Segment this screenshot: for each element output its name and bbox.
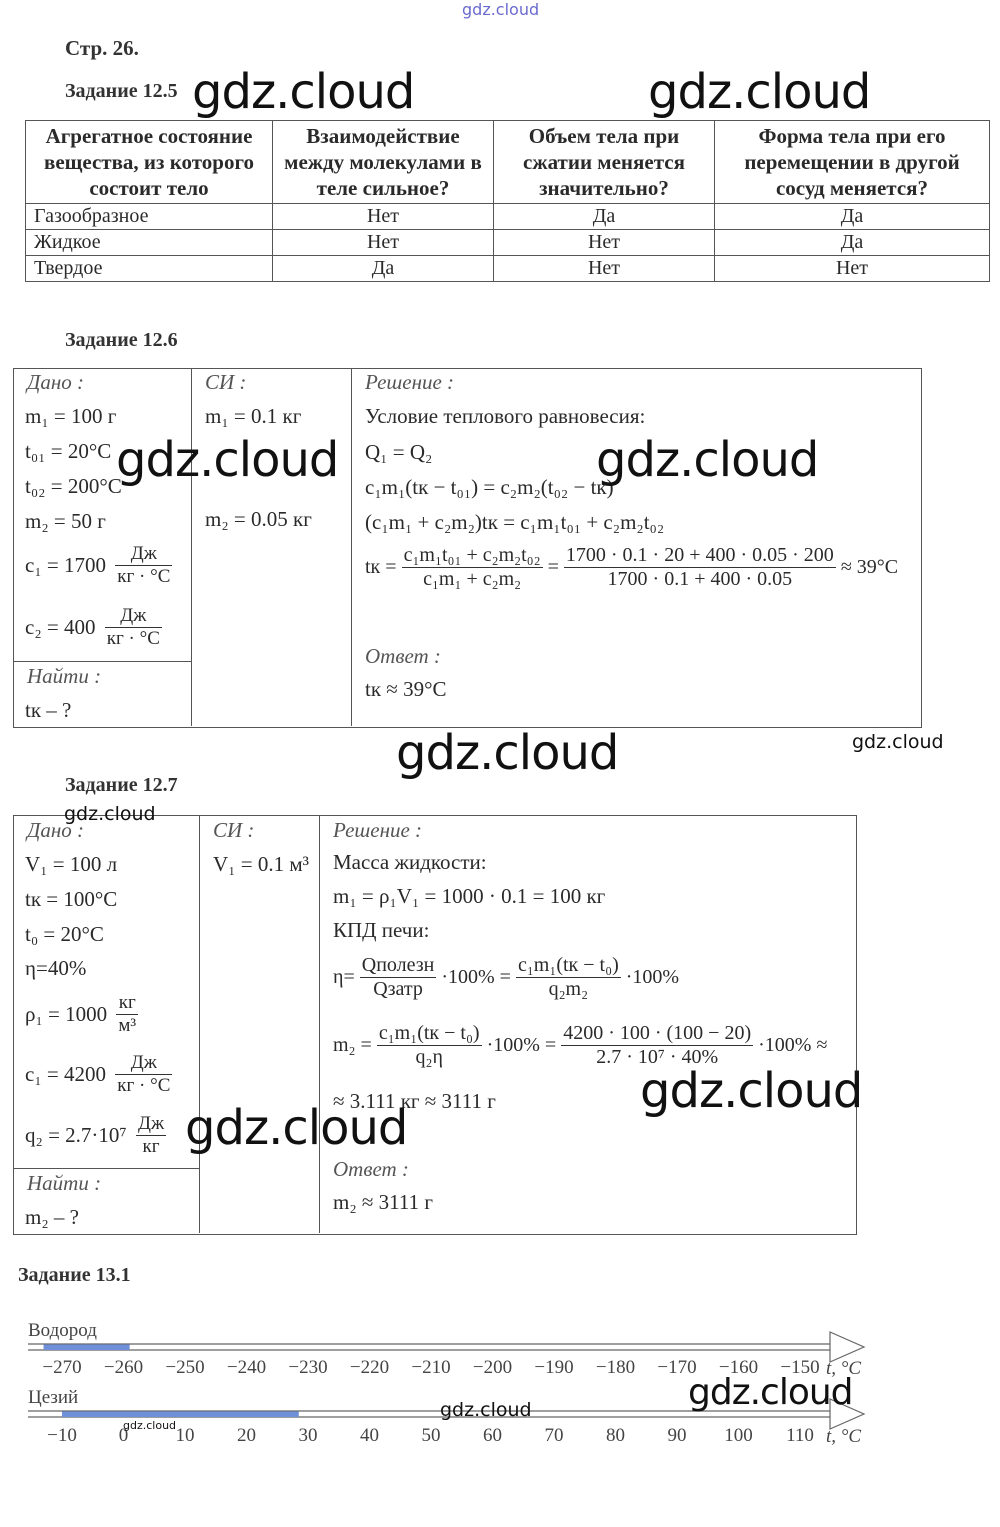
answer-value: tк ≈ 39°C (365, 677, 447, 701)
equation: ≈ 3.111 кг ≈ 3111 г (333, 1089, 496, 1113)
given-value: c₂ = 400 $\frac{Дж}{кг \cdot ^\circ C}$ (25, 605, 160, 649)
task-13-1-title: Задание 13.1 (18, 1264, 131, 1286)
tick-label: 90 (667, 1425, 687, 1446)
tick-label: −230 (288, 1357, 328, 1378)
watermark: gdz.cloud (64, 803, 156, 825)
tick-label: −200 (472, 1357, 513, 1378)
top-watermark: gdz.cloud (462, 0, 540, 19)
watermark: gdz.cloud (648, 64, 871, 120)
axis-label: t, °C (826, 1426, 862, 1447)
equation-fraction: η= $\frac{\text{Qполезн}}{\text{Qзатр}}$ ·100% = $\frac{\text{c₁m₁(tк − t₀)}}{\text{q₂m₂}}$ ·100% (333, 954, 680, 1000)
given-label: Дано : (27, 370, 85, 394)
given-value: c₁ = 4200 $\frac{Дж}{кг \cdot ^\circ C}$ (25, 1052, 171, 1096)
table-cell: Газообразное (26, 204, 273, 230)
table-cell: Да (715, 204, 990, 230)
table-cell: Жидкое (26, 230, 273, 256)
answer-label: Ответ : (365, 644, 441, 668)
table-cell: Да (715, 230, 990, 256)
table-cell: Нет (715, 256, 990, 282)
tick-label: −270 (42, 1357, 82, 1378)
divider (319, 815, 320, 1233)
tick-label: 100 (724, 1425, 753, 1446)
given-value: V₁ = 100 л (25, 852, 118, 876)
table-cell: Твердое (26, 256, 273, 282)
tick-label: 30 (298, 1425, 318, 1446)
table-header: Взаимодействие между молекулами в теле сильное? (273, 121, 494, 204)
watermark: gdz.cloud (192, 64, 415, 120)
find-value: tк – ? (25, 698, 72, 722)
watermark: gdz.cloud (396, 725, 619, 781)
table-row (26, 230, 990, 256)
mass-label: Масса жидкости: (333, 850, 487, 874)
table-cell: Нет (273, 230, 494, 256)
given-value: η=40% (25, 956, 87, 980)
given-value: t₀₂ = 200°C (25, 474, 122, 498)
state-range-bar (62, 1412, 299, 1418)
task-12-6-title: Задание 12.6 (65, 329, 178, 351)
divider (13, 1168, 199, 1169)
table-row (26, 204, 990, 230)
si-value: V₁ = 0.1 м³ (213, 852, 309, 876)
answer-value: m₂ ≈ 3111 г (333, 1190, 433, 1214)
tick-label: −170 (657, 1357, 697, 1378)
given-value: t₀₁ = 20°C (25, 439, 112, 463)
divider (191, 368, 192, 726)
given-value: tк = 100°C (25, 887, 118, 911)
given-value: q₂ = 2.7·10⁷ $\frac{Дж}{кг}$ (25, 1113, 165, 1157)
equation: (c₁m₁ + c₂m₂)tк = c₁m₁t₀₁ + c₂m₂t₀₂ (365, 510, 665, 534)
tick-label: 40 (360, 1425, 379, 1446)
si-label: СИ : (213, 818, 255, 842)
table-header: Агрегатное состояние вещества, из которого состоит тело (26, 121, 273, 204)
watermark: gdz.cloud (852, 731, 944, 753)
si-label: СИ : (205, 370, 247, 394)
find-label: Найти : (27, 664, 102, 688)
watermark: gdz.cloud (640, 1063, 863, 1119)
given-value: m₁ = 100 г (25, 404, 117, 428)
tick-label: −160 (718, 1357, 759, 1378)
equation: c₁m₁(tк − t₀₁) = c₂m₂(t₀₂ − tк) (365, 475, 614, 499)
hydrogen-label: Водород (28, 1320, 97, 1341)
cesium-label: Цезий (28, 1387, 79, 1408)
find-label: Найти : (27, 1171, 102, 1195)
tick-label: −10 (47, 1425, 77, 1446)
tick-label: −250 (165, 1357, 205, 1378)
watermark: gdz.cloud (116, 432, 339, 488)
answer-label: Ответ : (333, 1157, 409, 1181)
watermark: gdz.cloud (596, 432, 819, 488)
given-label: Дано : (27, 818, 85, 842)
table-cell: Нет (273, 204, 494, 230)
si-value: m₁ = 0.1 кг (205, 404, 302, 428)
watermark: gdz.cloud (185, 1100, 408, 1156)
page-label: Стр. 26. (65, 36, 139, 60)
table-header: Форма тела при его перемещении в другой сосуд меняется? (715, 121, 990, 204)
tick-label: 10 (175, 1425, 195, 1446)
table-header: Объем тела при сжатии меняется значительно? (494, 121, 715, 204)
si-value: m₂ = 0.05 кг (205, 507, 312, 531)
equation: m₁ = ρ₁V₁ = 1000 · 0.1 = 100 кг (333, 884, 606, 908)
table-cell: Нет (494, 256, 715, 282)
table-row (26, 256, 990, 282)
tick-label: −190 (534, 1357, 574, 1378)
tick-label: 50 (421, 1425, 441, 1446)
task-12-5-table (25, 120, 990, 282)
task-12-7-title: Задание 12.7 (65, 774, 178, 796)
tick-label: 20 (237, 1425, 256, 1446)
tick-label: −210 (411, 1357, 451, 1378)
solution-label: Решение : (365, 370, 455, 394)
table-cell: Да (273, 256, 494, 282)
state-range-bar (44, 1345, 130, 1351)
tick-label: −220 (349, 1357, 390, 1378)
table-cell: Нет (494, 230, 715, 256)
watermark: gdz.cloud (688, 1372, 853, 1413)
divider (13, 661, 191, 662)
divider (199, 815, 200, 1233)
tick-label: −180 (595, 1357, 636, 1378)
task-12-5-title: Задание 12.5 (65, 80, 178, 102)
watermark: gdz.cloud (440, 1399, 532, 1421)
given-value: c₁ = 1700 $\frac{Дж}{кг \cdot ^\circ C}$ (25, 543, 171, 587)
table-cell: Да (494, 204, 715, 230)
given-value: m₂ = 50 г (25, 509, 106, 533)
tick-label: 110 (786, 1425, 814, 1446)
axis-label: t, °C (826, 1358, 862, 1379)
tick-label: −150 (780, 1357, 820, 1378)
tick-label: −240 (226, 1357, 267, 1378)
tick-label: 0 (118, 1425, 129, 1446)
watermark: gdz.cloud (123, 1419, 177, 1432)
solution-label: Решение : (333, 818, 423, 842)
given-value: t₀ = 20°C (25, 922, 104, 946)
equation: Q₁ = Q₂ (365, 440, 433, 464)
tick-label: 60 (483, 1425, 502, 1446)
condition-text: Условие теплового равновесия: (365, 404, 646, 428)
kpd-label: КПД печи: (333, 918, 430, 942)
tick-label: −260 (103, 1357, 144, 1378)
find-value: m₂ – ? (25, 1205, 79, 1229)
divider (351, 368, 352, 726)
equation-fraction: tк = $\frac{\text{c₁m₁t₀₁ + c₂m₂t₀₂}}{\text{c₁m₁ + c₂m₂}}$ = $\frac{1700 \cdot 0.1 \cdot 20 + 400 \cdot 0.05 \cdot 200}{1700 \cdot 0.1 + 400 \cdot 0.05}$ ≈ 39°C (365, 544, 899, 590)
equation-fraction: m₂ = $\frac{\text{c₁m₁(tк − t₀)}}{\text{q₂η}}$ ·100% = $\frac{4200 \cdot 100 \cdot (100 - 20)}{\text{2.7 · 10⁷ · 40\%}}$ ·100% ≈ (333, 1022, 828, 1068)
tick-label: 80 (606, 1425, 625, 1446)
given-value: ρ₁ = 1000 $\frac{кг}{\text{м³}}$ (25, 992, 137, 1036)
tick-label: 70 (544, 1425, 564, 1446)
